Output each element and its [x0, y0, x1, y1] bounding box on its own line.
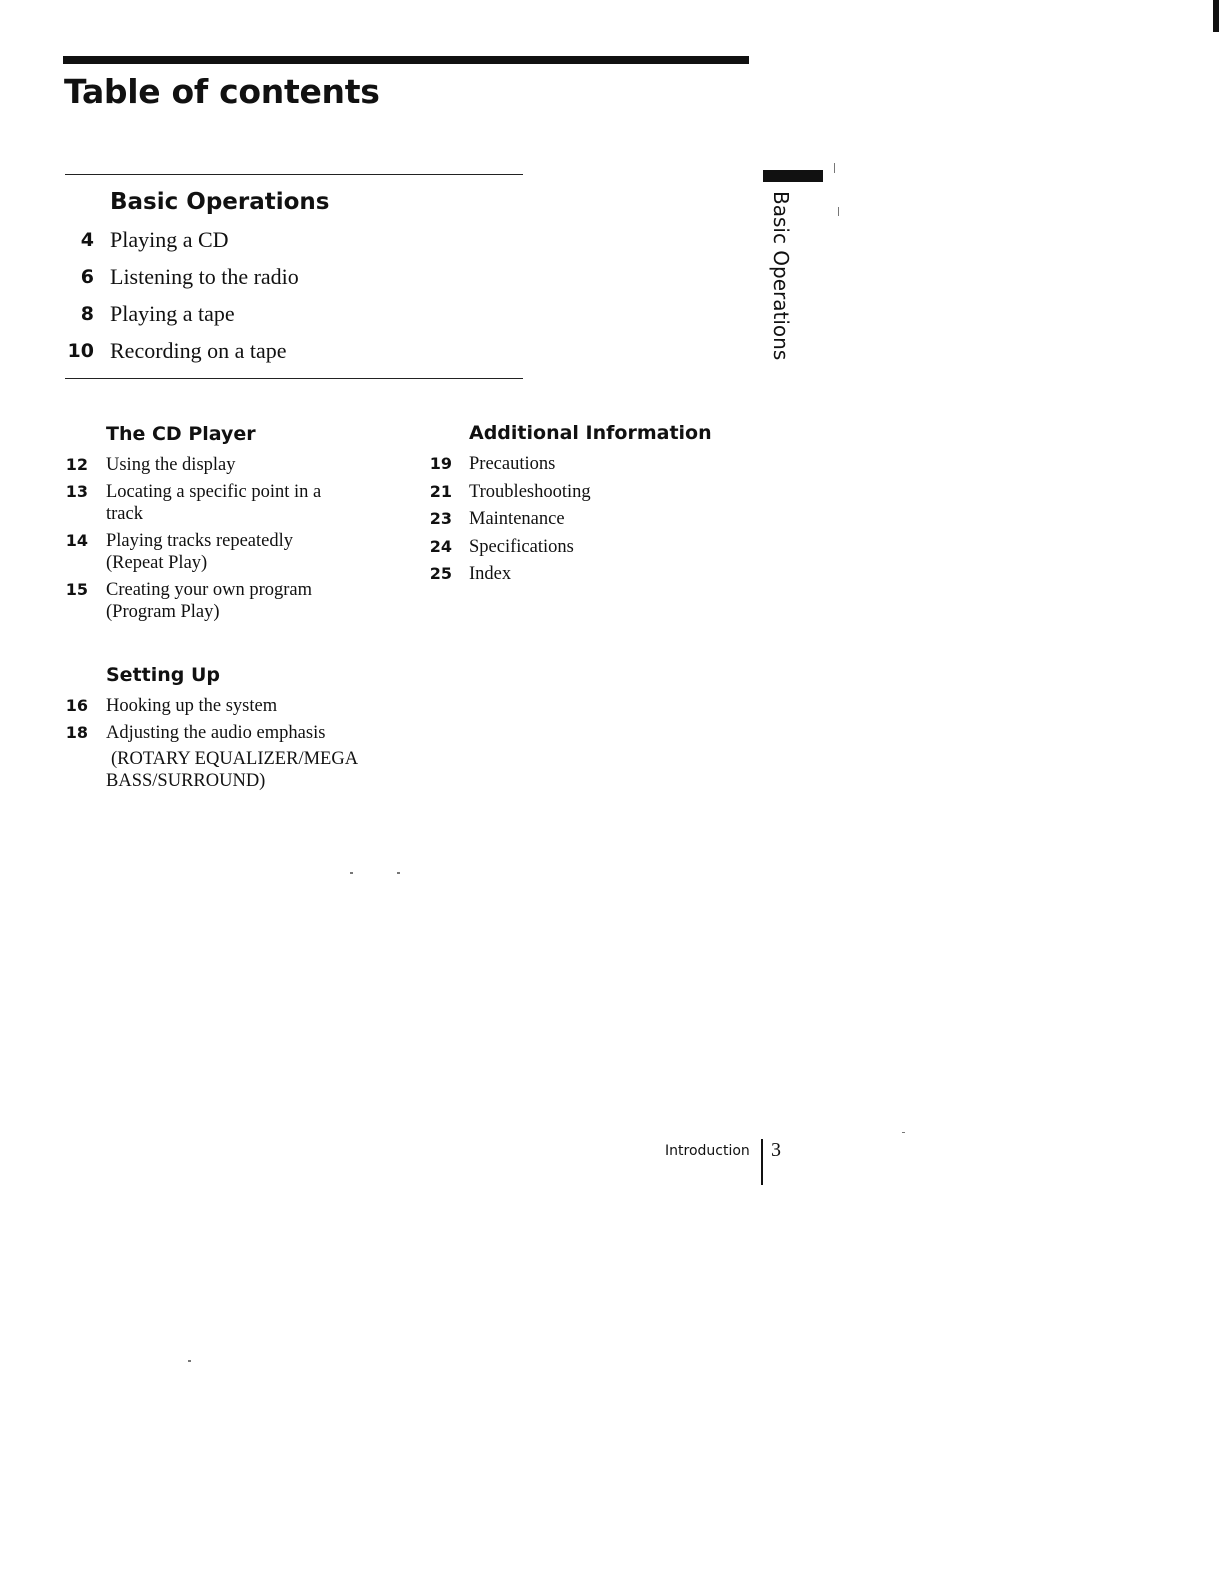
page-number: 16 [65, 696, 88, 715]
basic-operations-heading: Basic Operations [110, 189, 330, 215]
entry-label-continued: (Program Play) [106, 602, 220, 622]
entry-label: Recording on a tape [110, 338, 287, 363]
page-number: 25 [429, 564, 452, 583]
scan-speck [902, 1132, 905, 1133]
toc-entry-index[interactable] [429, 563, 799, 585]
entry-label: Precautions [469, 454, 556, 474]
entry-label: Playing tracks repeatedly [106, 531, 293, 551]
toc-entry-locating-point[interactable] [65, 481, 406, 525]
title-rule [63, 56, 749, 64]
entry-label: Using the display [106, 455, 236, 475]
toc-entry-maintenance[interactable] [429, 508, 799, 530]
footer-page-number: 3 [771, 1139, 781, 1161]
entry-label-continued: track [106, 504, 143, 524]
page-number: 23 [429, 509, 452, 528]
entry-label: Hooking up the system [106, 696, 278, 716]
entry-label: Adjusting the audio emphasis [106, 723, 326, 743]
page-number: 14 [65, 531, 88, 550]
entry-label: Creating your own program [106, 580, 313, 600]
additional-information-list [429, 453, 799, 585]
entry-label: Maintenance [469, 509, 565, 529]
toc-entry-playing-tape[interactable] [65, 301, 505, 338]
entry-label: Troubleshooting [469, 481, 591, 502]
cd-player-heading: The CD Player [106, 423, 256, 445]
setting-up-list [65, 695, 426, 792]
toc-entry-listening-radio[interactable] [65, 264, 505, 301]
entry-label: Playing a tape [110, 301, 235, 326]
footer-section-label: Introduction [665, 1143, 750, 1159]
page-number: 8 [80, 303, 94, 325]
setting-up-heading: Setting Up [106, 664, 221, 686]
page-number: 6 [80, 266, 94, 288]
page-number: 19 [429, 454, 452, 473]
page-number: 15 [65, 580, 88, 599]
entry-label: Playing a CD [110, 227, 229, 252]
page-number: 13 [65, 482, 88, 501]
side-tab-label: Basic Operations [769, 191, 793, 361]
scan-speck [834, 163, 835, 173]
page-number: 12 [65, 455, 88, 474]
entry-label: Locating a specific point in a [106, 482, 322, 502]
page-number: 10 [67, 340, 94, 362]
toc-entry-using-display[interactable] [65, 454, 406, 476]
toc-entry-troubleshooting[interactable] [429, 481, 799, 503]
entry-label-continued: (ROTARY EQUALIZER/MEGA [111, 749, 359, 769]
entry-label-continued: (Repeat Play) [106, 553, 208, 573]
cd-player-section [65, 422, 406, 628]
toc-entry-hooking-up[interactable] [65, 695, 426, 717]
page-title: Table of contents [64, 72, 380, 111]
toc-entry-audio-emphasis[interactable] [65, 722, 426, 792]
basic-operations-list [65, 227, 505, 375]
scan-speck [188, 1360, 191, 1362]
entry-label: Index [469, 564, 512, 584]
scan-speck [397, 872, 400, 874]
scan-speck [838, 207, 839, 216]
entry-label-continued: BASS/SURROUND) [106, 771, 266, 791]
scan-edge-mark [1213, 0, 1219, 32]
toc-entry-program-play[interactable] [65, 579, 406, 623]
toc-entry-specifications[interactable] [429, 536, 799, 558]
side-tab-bar [763, 170, 823, 182]
toc-entry-playing-cd[interactable] [65, 227, 505, 264]
page-number: 21 [429, 481, 452, 501]
toc-entry-precautions[interactable] [429, 453, 799, 475]
page-number: 24 [429, 536, 452, 556]
toc-entry-recording-tape[interactable] [65, 338, 505, 375]
toc-entry-repeat-play[interactable] [65, 530, 406, 574]
basic-operations-section [65, 174, 523, 379]
entry-label: Listening to the radio [110, 264, 299, 289]
page-number: 18 [65, 723, 88, 742]
entry-label: Specifications [469, 536, 574, 557]
additional-information-heading: Additional Information [469, 422, 712, 444]
setting-up-section [65, 663, 426, 797]
page-number: 4 [80, 229, 94, 251]
additional-information-section [429, 421, 799, 591]
cd-player-list [65, 454, 406, 623]
footer-separator [761, 1139, 763, 1185]
scan-speck [350, 872, 353, 874]
